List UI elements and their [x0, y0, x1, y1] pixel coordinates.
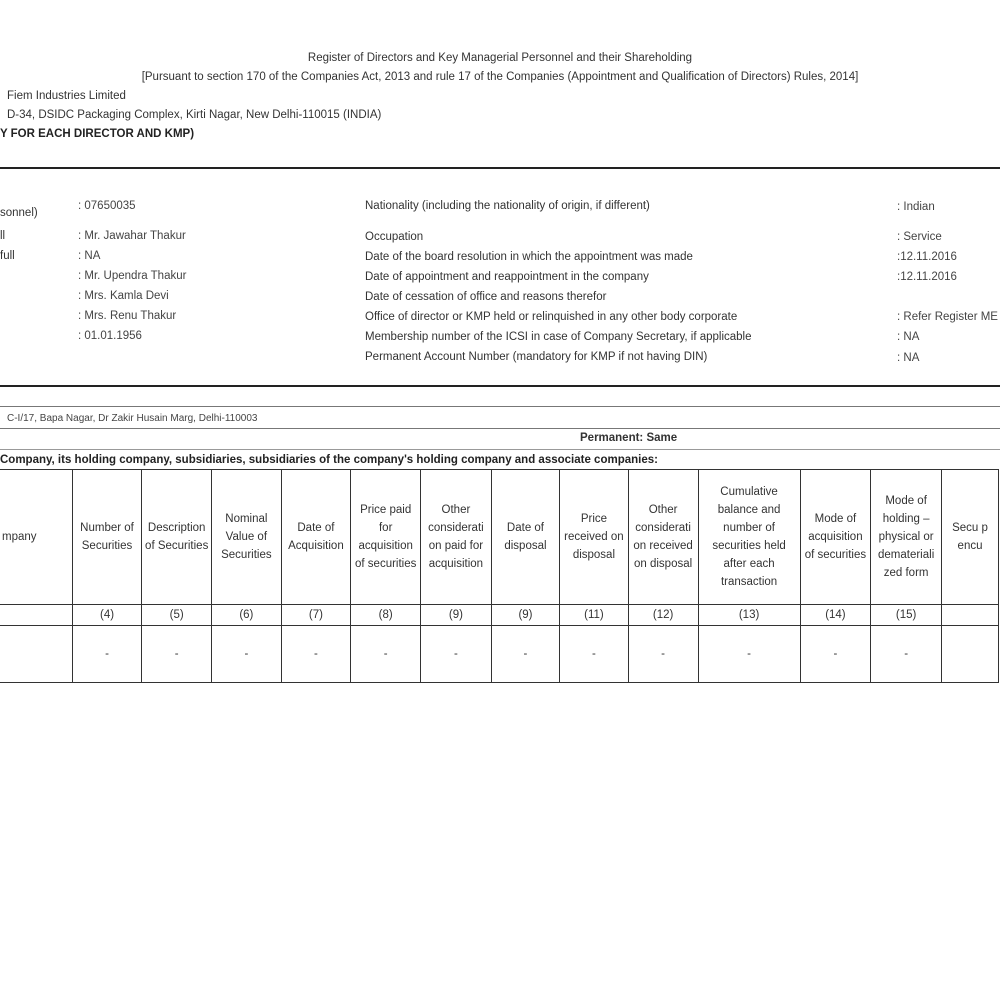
- company-address: D-34, DSIDC Packaging Complex, Kirti Nagar, New Delhi-110015 (INDIA): [7, 109, 382, 121]
- shareholding-heading: Company, its holding company, subsidiaries, subsidiaries of the company's holding company and associate companies:: [0, 454, 658, 466]
- table-cell: -: [560, 626, 629, 683]
- address-rule: [0, 406, 1000, 407]
- detail-value-din: : 07650035: [78, 200, 136, 212]
- column-header: Secu p encu: [942, 470, 999, 605]
- column-number: (5): [142, 605, 212, 626]
- pan-label: Permanent Account Number (mandatory for KMP if not having DIN): [365, 351, 708, 363]
- column-header: Mode of acquisition of securities: [800, 470, 871, 605]
- table-cell: -: [281, 626, 351, 683]
- address-rule-bottom: [0, 449, 1000, 450]
- occupation-value: : Service: [897, 231, 942, 243]
- middle-divider: [0, 385, 1000, 387]
- column-header: Date of Acquisition: [281, 470, 351, 605]
- column-header: Price paid for acquisition of securities: [351, 470, 421, 605]
- section-heading: Y FOR EACH DIRECTOR AND KMP): [0, 128, 195, 140]
- detail-value-spouse-name: : Mrs. Renu Thakur: [78, 310, 177, 322]
- top-divider: [0, 167, 1000, 169]
- permanent-address: Permanent: Same: [580, 432, 678, 444]
- icsi-membership-value: : NA: [897, 331, 920, 343]
- column-number: [0, 605, 72, 626]
- nationality-label: Nationality (including the nationality of origin, if different): [365, 200, 650, 212]
- register-subtitle: [Pursuant to section 170 of the Companies Act, 2013 and rule 17 of the Companies (Appointment and Qualification of Directors) Rules, 2014]: [141, 71, 859, 83]
- detail-value-name: : Mr. Jawahar Thakur: [78, 230, 186, 242]
- table-cell: -: [871, 626, 942, 683]
- column-header: Date of disposal: [491, 470, 559, 605]
- column-number: (12): [628, 605, 698, 626]
- column-number: (14): [800, 605, 871, 626]
- column-number: (7): [281, 605, 351, 626]
- column-number: (6): [212, 605, 281, 626]
- detail-label: sonnel): [0, 207, 38, 219]
- column-header: Cumulative balance and number of securities held after each transaction: [698, 470, 800, 605]
- table-cell: -: [351, 626, 421, 683]
- table-cell: -: [72, 626, 141, 683]
- column-header: Price received on disposal: [560, 470, 629, 605]
- board-resolution-label: Date of the board resolution in which the appointment was made: [365, 251, 693, 263]
- appointment-date-label: Date of appointment and reappointment in the company: [365, 271, 649, 283]
- present-address: C-I/17, Bapa Nagar, Dr Zakir Husain Marg, Delhi-110003: [7, 413, 258, 424]
- table-cell: [0, 626, 72, 683]
- pan-value: : NA: [897, 352, 920, 364]
- detail-value-former-name: : NA: [78, 250, 101, 262]
- detail-value-mother-name: : Mrs. Kamla Devi: [78, 290, 169, 302]
- occupation-label: Occupation: [365, 231, 424, 243]
- column-header: mpany: [0, 470, 72, 605]
- column-number: (4): [72, 605, 141, 626]
- column-number: [942, 605, 999, 626]
- other-office-label: Office of director or KMP held or relinquished in any other body corporate: [365, 311, 738, 323]
- column-number: (9): [491, 605, 559, 626]
- board-resolution-value: :12.11.2016: [897, 251, 957, 263]
- address-rule-lower: [0, 428, 1000, 429]
- table-row: [0, 626, 999, 683]
- table-cell: -: [142, 626, 212, 683]
- nationality-value: : Indian: [897, 201, 935, 213]
- table-cell: -: [421, 626, 492, 683]
- column-number: (13): [698, 605, 800, 626]
- column-number: (15): [871, 605, 942, 626]
- appointment-date-value: :12.11.2016: [897, 271, 957, 283]
- column-number: (11): [560, 605, 629, 626]
- shareholding-table: [0, 469, 999, 683]
- cessation-label: Date of cessation of office and reasons therefor: [365, 291, 607, 303]
- column-header: Number of Securities: [72, 470, 141, 605]
- detail-value-father-name: : Mr. Upendra Thakur: [78, 270, 187, 282]
- column-header: Nominal Value of Securities: [212, 470, 281, 605]
- column-header: Other considerati on paid for acquisition: [421, 470, 492, 605]
- column-header: Mode of holding – physical or demateriali zed form: [871, 470, 942, 605]
- column-number: (8): [351, 605, 421, 626]
- register-title: Register of Directors and Key Managerial Personnel and their Shareholding: [307, 52, 693, 64]
- table-cell: -: [698, 626, 800, 683]
- column-number-row: [0, 605, 999, 626]
- table-cell: -: [491, 626, 559, 683]
- detail-label: full: [0, 250, 15, 262]
- table-cell: -: [800, 626, 871, 683]
- detail-value-dob: : 01.01.1956: [78, 330, 142, 342]
- other-office-value: : Refer Register ME: [897, 311, 998, 323]
- table-cell: -: [628, 626, 698, 683]
- detail-label: ll: [0, 230, 6, 242]
- column-header: Other considerati on received on disposal: [628, 470, 698, 605]
- icsi-membership-label: Membership number of the ICSI in case of Company Secretary, if applicable: [365, 331, 752, 343]
- column-header: Description of Securities: [142, 470, 212, 605]
- table-cell: -: [212, 626, 281, 683]
- column-number: (9): [421, 605, 492, 626]
- table-header-row: [0, 470, 999, 605]
- company-name: Fiem Industries Limited: [7, 90, 126, 102]
- table-cell: [942, 626, 999, 683]
